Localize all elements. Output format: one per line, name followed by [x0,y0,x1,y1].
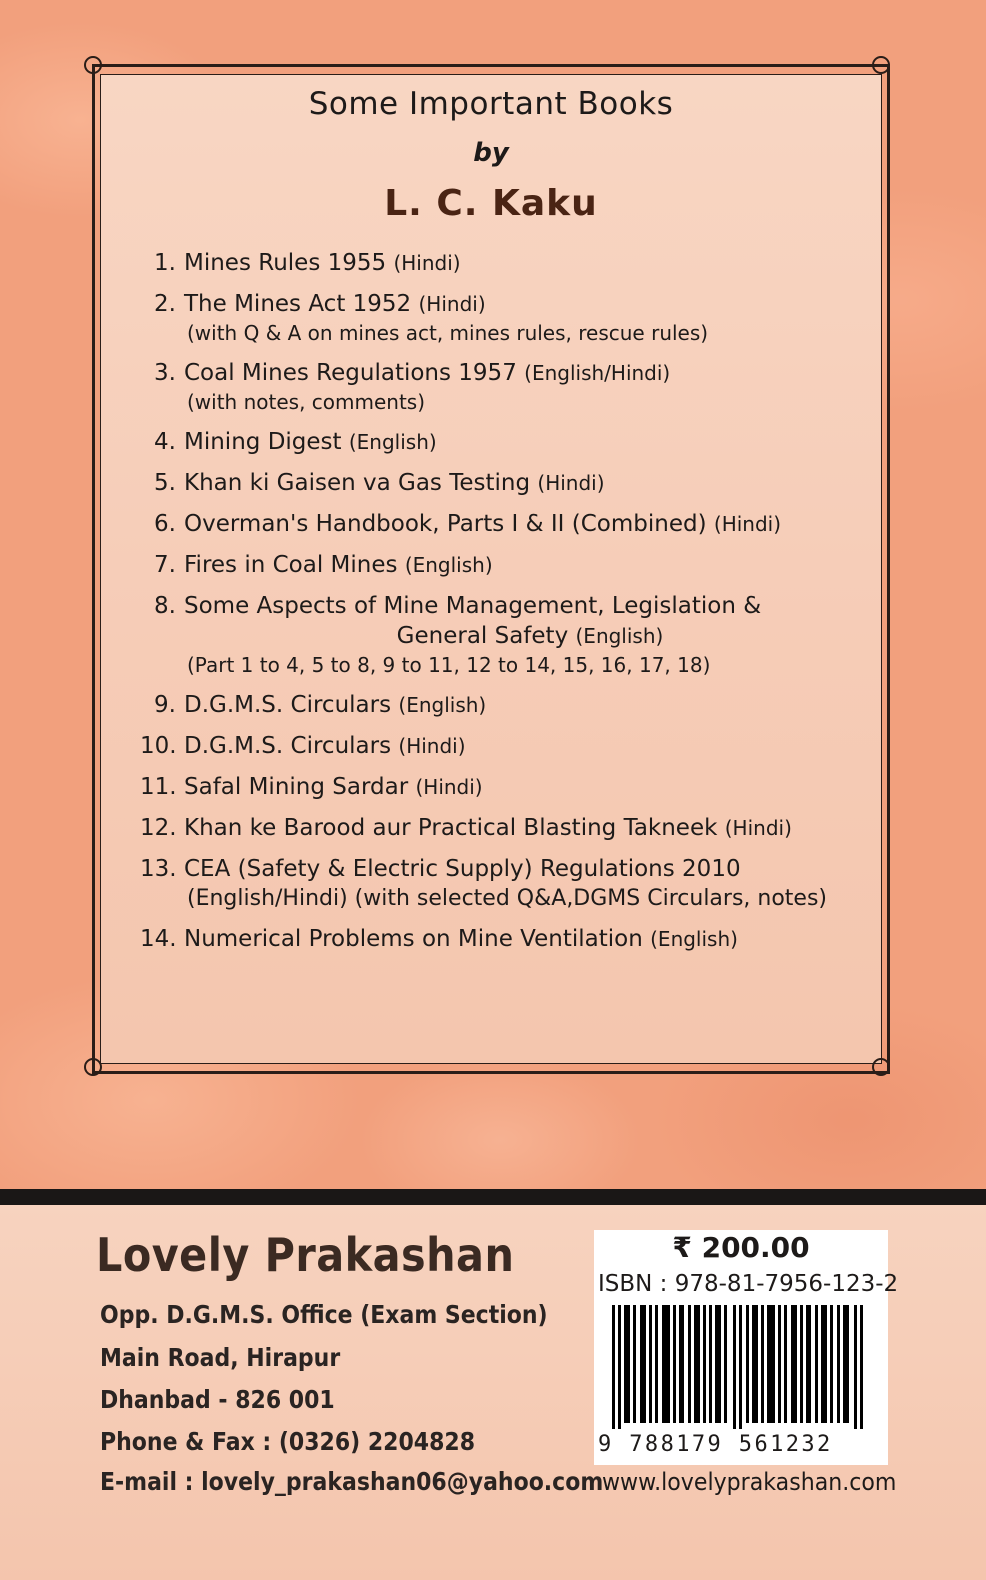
book-note: (English/Hindi) (with selected Q&A,DGMS Circulars, notes) [187,886,828,911]
frame-corner-ornament [872,56,890,74]
book-item [140,815,860,841]
panel-title: Some Important Books [308,86,674,122]
book-title-line [184,552,860,578]
panel-by: by [473,138,509,168]
book-language: (English) [575,624,664,648]
book-language: (Hindi) [418,292,486,316]
book-title-line [184,926,860,952]
book-language: (English/Hindi) [524,361,671,385]
book-title-line [184,360,860,386]
book-title-line [184,429,860,455]
book-note: (with Q & A on mines act, mines rules, rescue rules) [187,321,709,345]
book-language: (English) [404,553,493,577]
book-number: 4. [154,429,176,455]
book-title-continued: General Safety [396,623,569,649]
book-title: Khan ke Barood aur Practical Blasting Takneek [184,815,718,841]
book-title-line [184,692,860,718]
publisher-address-line: Main Road, Hirapur [100,1343,341,1372]
book-number: 12. [140,815,177,841]
book-title: D.G.M.S. Circulars [184,692,392,718]
book-item [140,511,860,537]
book-title: Coal Mines Regulations 1957 [184,360,517,386]
book-number: 3. [154,360,176,386]
book-language: (Hindi) [713,512,782,536]
book-item [140,774,860,800]
book-title: Safal Mining Sardar [184,774,409,800]
book-item [140,733,860,759]
book-number: 13. [140,856,177,882]
author-name: L. C. Kaku [384,183,598,224]
divider-bar [0,1189,986,1205]
book-note: (with notes, comments) [187,390,426,414]
book-title: Numerical Problems on Mine Ventilation [184,926,643,952]
book-title-line [184,291,860,317]
book-title: The Mines Act 1952 [184,291,412,317]
book-language: (Hindi) [724,816,792,840]
book-item [140,470,860,496]
book-title: Some Aspects of Mine Management, Legislation & [184,593,762,619]
website-link[interactable]: www.lovelyprakashan.com [602,1468,897,1496]
book-item [140,360,860,414]
barcode-number: 9 788179 561232 [598,1432,833,1457]
book-title-line [184,815,860,841]
publisher-address-line: Dhanbad - 826 001 [100,1385,335,1414]
book-number: 5. [154,470,176,496]
book-title: Overman's Handbook, Parts I & II (Combined) [184,511,707,537]
book-number: 10. [140,733,177,759]
book-title: CEA (Safety & Electric Supply) Regulations 2010 [184,856,741,882]
book-title: Fires in Coal Mines [184,552,398,578]
book-item [140,250,860,276]
book-number: 1. [154,250,176,276]
book-language: (English) [348,430,437,454]
book-item [140,692,860,718]
publisher-address-line: Opp. D.G.M.S. Office (Exam Section) [100,1300,548,1329]
book-title-line [184,511,860,537]
frame-corner-ornament [84,56,102,74]
book-title-line [184,774,860,800]
publisher-phone: Phone & Fax : (0326) 2204828 [100,1427,476,1456]
barcode-icon [612,1305,866,1429]
book-item [140,552,860,578]
book-note: (Part 1 to 4, 5 to 8, 9 to 11, 12 to 14, 15, 16, 17, 18) [187,653,711,677]
book-title-line [184,470,860,496]
frame-corner-ornament [872,1058,890,1076]
book-title: Khan ki Gaisen va Gas Testing [184,470,531,496]
book-title: D.G.M.S. Circulars [184,733,392,759]
book-number: 7. [154,552,176,578]
book-number: 2. [154,291,176,317]
book-language: (Hindi) [398,734,466,758]
book-title-line [184,733,860,759]
books-list [140,250,860,952]
book-language: (Hindi) [537,471,605,495]
book-language: (English) [650,927,738,951]
book-number: 6. [154,511,176,537]
book-title-line [200,623,860,649]
price-label: ₹ 200.00 [594,1230,888,1267]
publisher-email: E-mail : lovely_prakashan06@yahoo.com [100,1467,604,1496]
isbn-text: ISBN : 978-81-7956-123-2 [598,1271,899,1297]
book-title: Mining Digest [184,429,342,455]
publisher-name: Lovely Prakashan [96,1228,515,1282]
book-item [140,593,860,677]
frame-corner-ornament [84,1058,102,1076]
book-title: Mines Rules 1955 [184,250,387,276]
book-number: 11. [140,774,177,800]
book-number: 9. [154,692,176,718]
book-language: (Hindi) [393,251,461,275]
book-language: (Hindi) [415,775,483,799]
book-number: 14. [140,926,177,952]
book-number: 8. [154,593,176,619]
book-title-line [184,250,860,276]
book-item [140,429,860,455]
book-item [140,856,860,911]
book-item [140,291,860,345]
book-language: (English) [398,693,487,717]
book-item [140,926,860,952]
